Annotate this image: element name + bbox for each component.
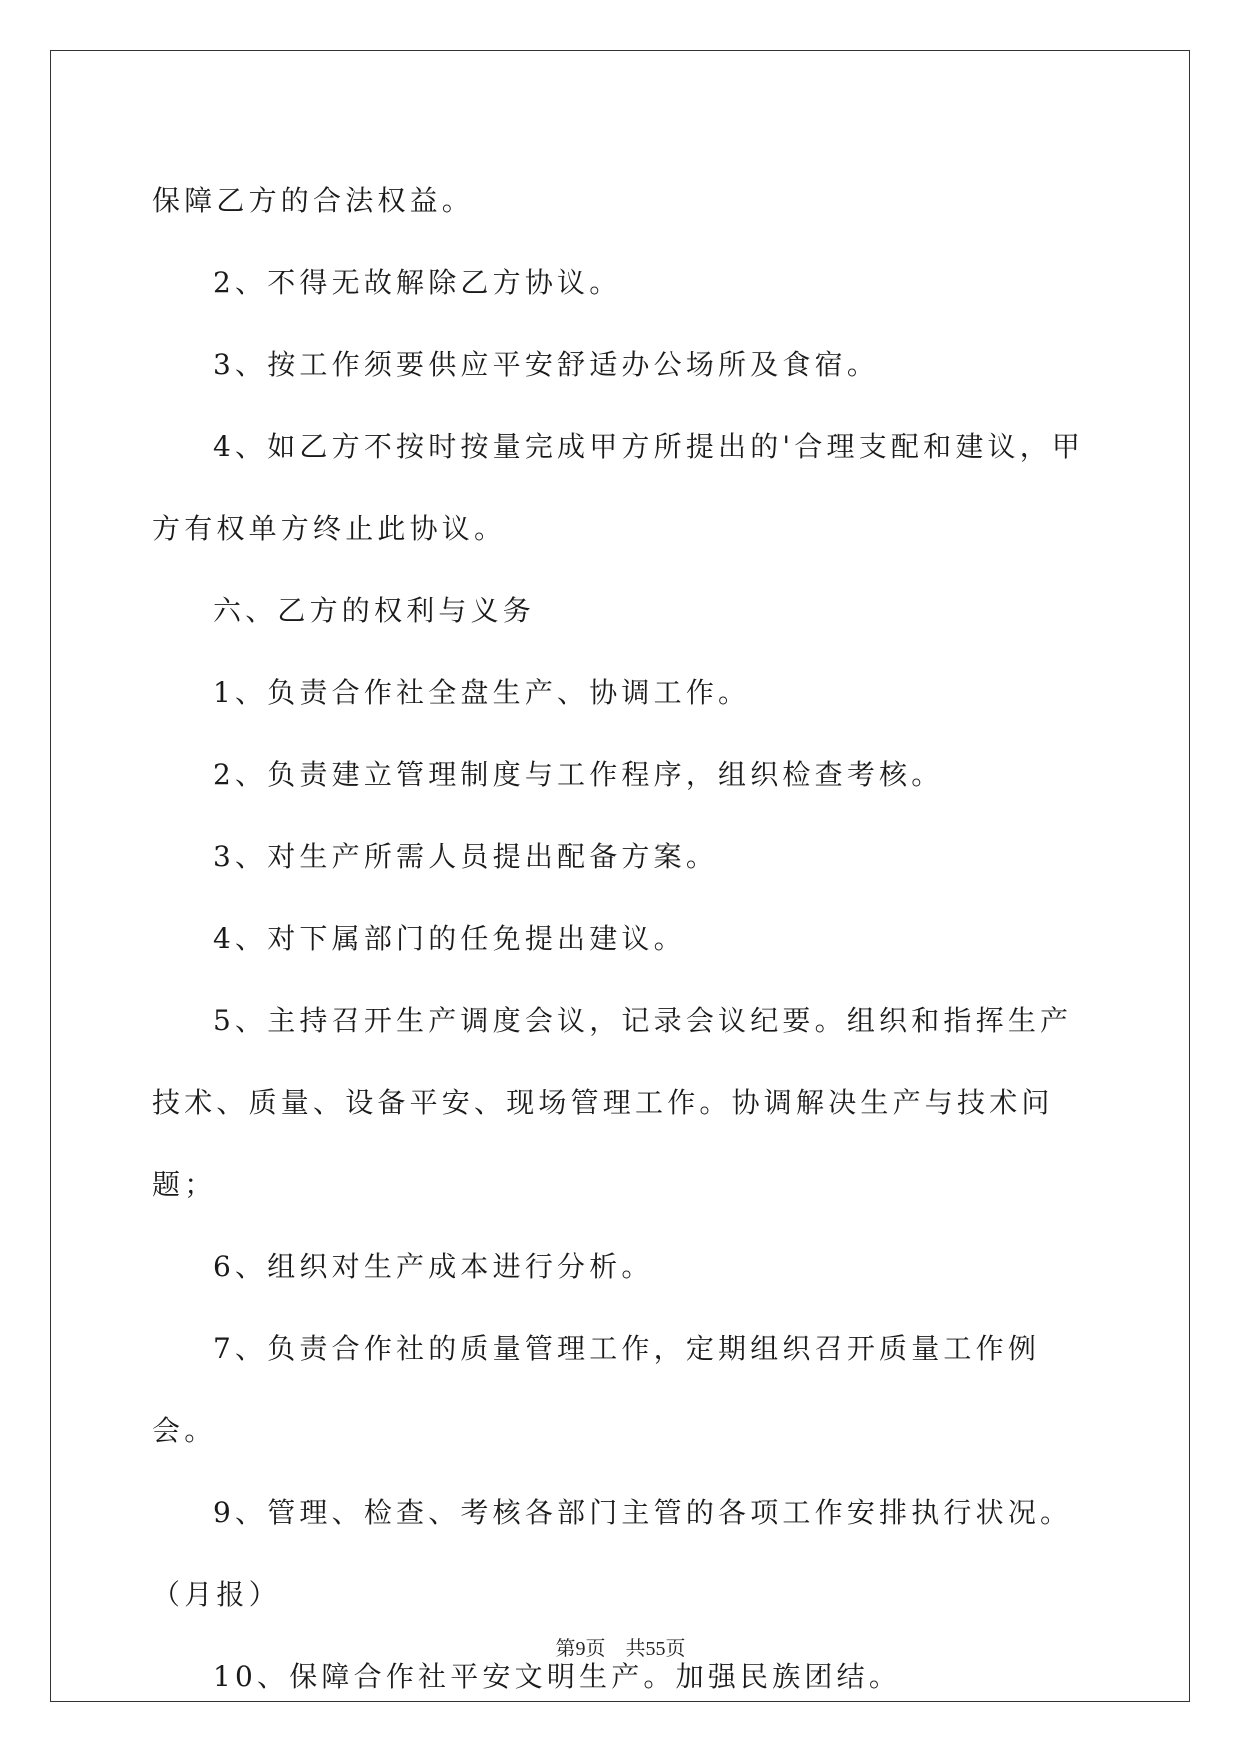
page-footer [0,1632,1241,1661]
paragraph: 4、对下属部门的任免提出建议。 [213,922,686,955]
paragraph: 6、组织对生产成本进行分析。 [213,1250,654,1283]
total-page-count: 共55页 [625,1638,686,1660]
paragraph: 2、不得无故解除乙方协议。 [213,266,622,299]
paragraph: 4、如乙方不按时按量完成甲方所提出的'合理支配和建议，甲方有权单方终止此协议。 [152,430,1085,545]
paragraph: 10、保障合作社平安文明生产。加强民族团结。 [213,1660,902,1693]
paragraph: 9、管理、检查、考核各部门主管的各项工作安排执行状况。（月报） [152,1496,1073,1611]
paragraph: 1、负责合作社全盘生产、协调工作。 [213,676,751,709]
paragraph: 2、负责建立管理制度与工作程序，组织检查考核。 [213,758,944,791]
document-body [152,160,1094,1718]
paragraph: 7、负责合作社的质量管理工作，定期组织召开质量工作例会。 [152,1332,1041,1447]
section-heading: 六、乙方的权利与义务 [213,594,536,627]
paragraph: 保障乙方的合法权益。 [152,184,475,217]
paragraph: 3、按工作须要供应平安舒适办公场所及食宿。 [213,348,880,381]
paragraph: 3、对生产所需人员提出配备方案。 [213,840,719,873]
current-page-number: 第9页 [555,1638,606,1660]
paragraph: 5、主持召开生产调度会议，记录会议纪要。组织和指挥生产技术、质量、设备平安、现场管理工作。协调解决生产与技术问题； [152,1004,1073,1201]
